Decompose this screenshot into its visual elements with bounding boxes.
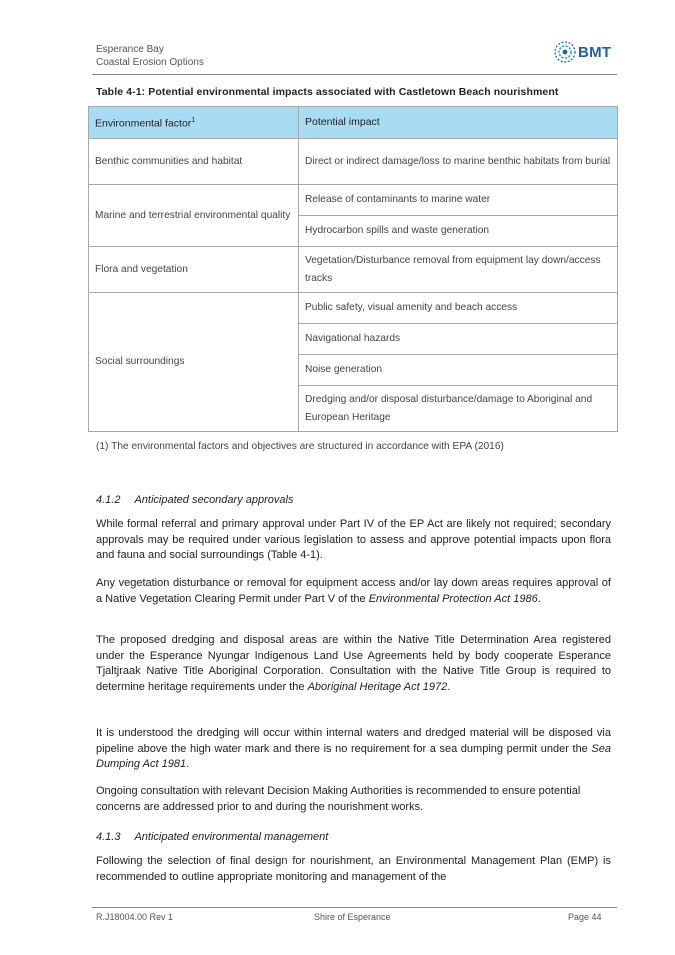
footer-divider [92, 907, 617, 908]
section-number: 4.1.2 [96, 494, 121, 506]
impacts-table [88, 106, 618, 432]
section-title: Anticipated secondary approvals [134, 494, 294, 506]
table-caption: Table 4-1: Potential environmental impacts associated with Castletown Beach nourishment [96, 86, 559, 98]
section-number: 4.1.3 [96, 831, 121, 843]
table-row [89, 293, 618, 324]
factor-cell: Benthic communities and habitat [89, 139, 299, 185]
factor-cell: Social surroundings [89, 293, 299, 432]
footer-client: Shire of Esperance [314, 912, 391, 922]
header-divider [92, 74, 617, 75]
act-citation: Environmental Protection Act 1986 [368, 592, 538, 605]
impact-cell: Direct or indirect damage/loss to marine benthic habitats from burial [299, 139, 618, 185]
paragraph: It is understood the dredging will occur within internal waters and dredged material will be disposed via pipeline above the high water mark and there is no requirement for a sea dumping permit under the Sea Dumping Act 1981. [96, 727, 611, 770]
paragraph: Ongoing consultation with relevant Decision Making Authorities is recommended to ensure potential concerns are addressed prior to and during the nourishment works. [96, 785, 581, 813]
table-row [89, 247, 618, 293]
col-header-impact: Potential impact [299, 107, 618, 139]
table-footnote: (1) The environmental factors and objectives are structured in accordance with EPA (2016) [96, 441, 504, 452]
impact-cell: Release of contaminants to marine water [299, 185, 618, 216]
bmt-globe-icon [553, 40, 577, 64]
impact-cell: Dredging and/or disposal disturbance/damage to Aboriginal and European Heritage [299, 386, 618, 432]
impact-cell: Noise generation [299, 355, 618, 386]
table-row [89, 139, 618, 185]
section-heading-4-1-2 [96, 494, 293, 506]
paragraph: While formal referral and primary approval under Part IV of the EP Act are likely not required; secondary approvals may be required under various legislation to assess and approve potential impacts upon flora and fauna and social surroundings (Table 4-1). [96, 518, 611, 561]
section-title: Anticipated environmental management [134, 831, 329, 843]
impact-cell: Hydrocarbon spills and waste generation [299, 216, 618, 247]
col-header-factor: Environmental factor$^1$ [89, 107, 299, 139]
paragraph: The proposed dredging and disposal areas are within the Native Title Determination Area registered under the Esperance Nyungar Indigenous Land Use Agreements held by body cooperate Esperance Tjaltjraak Native Title Aboriginal Corporation. Consultation with the Native Title Group is required to determine heritage requirements under the Aboriginal Heritage Act 1972. [96, 634, 611, 693]
paragraph: Following the selection of final design for nourishment, an Environmental Management Plan (EMP) is recommended to outline appropriate monitoring and management of the [96, 855, 611, 883]
table-header-row [89, 107, 618, 139]
impact-cell: Navigational hazards [299, 324, 618, 355]
section-heading-4-1-3 [96, 831, 328, 843]
footer-document-id: R.J18004.00 Rev 1 [96, 912, 174, 922]
bmt-logo [553, 40, 611, 64]
header-report-title: Coastal Erosion Options [96, 57, 204, 68]
factor-cell: Marine and terrestrial environmental quality [89, 185, 299, 247]
act-citation: Sea Dumping Act 1981 [96, 742, 611, 770]
act-citation: Aboriginal Heritage Act 1972 [307, 680, 448, 693]
header-project-title: Esperance Bay [96, 44, 164, 55]
document-header [96, 43, 204, 69]
logo-wordmark: BMT [578, 43, 612, 61]
footer-page-number: Page 44 [568, 912, 602, 922]
table-row [89, 185, 618, 216]
factor-cell: Flora and vegetation [89, 247, 299, 293]
impact-cell: Public safety, visual amenity and beach access [299, 293, 618, 324]
impact-cell: Vegetation/Disturbance removal from equipment lay down/access tracks [299, 247, 618, 293]
paragraph: Any vegetation disturbance or removal for equipment access and/or lay down areas requires approval of a Native Vegetation Clearing Permit under Part V of the Environmental Protection Act 1986. [96, 577, 611, 605]
